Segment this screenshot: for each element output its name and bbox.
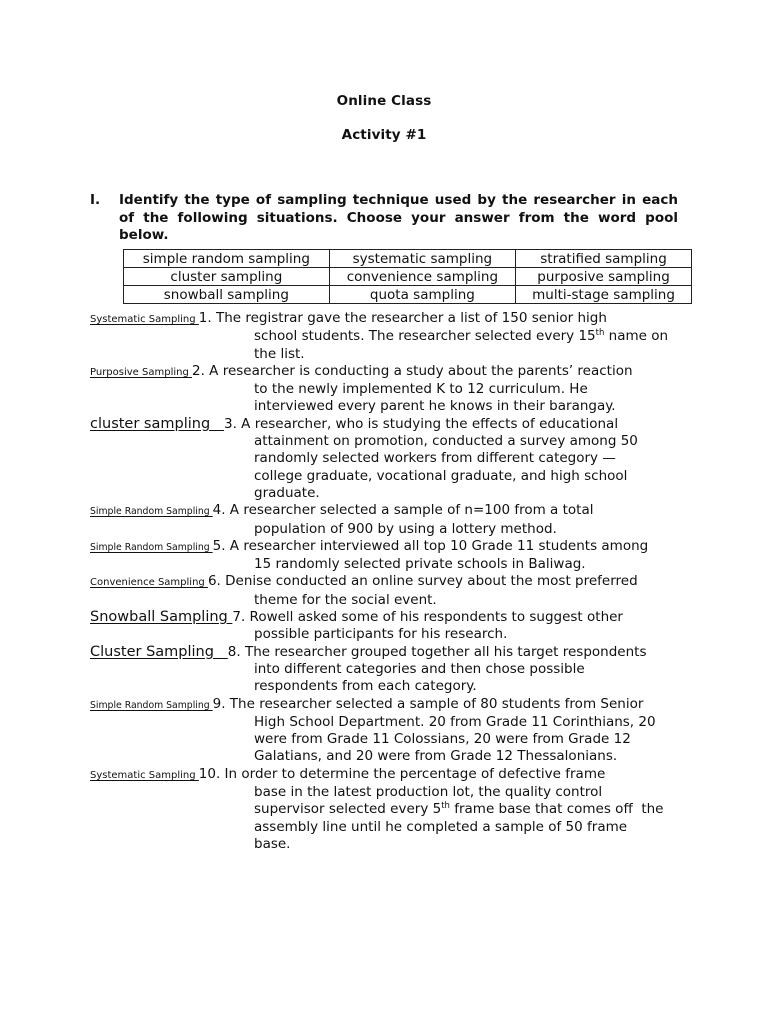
question-item [90,538,690,574]
question-text: supervisor selected every 5 [254,801,442,818]
question-text-line: High School Department. 20 from Grade 11 Corinthians, 20 [254,713,656,730]
question-item [90,766,690,853]
question-item [90,363,690,416]
question-text: name on [604,328,669,345]
question-item [90,644,690,696]
question-text-line [90,328,690,345]
question-text: Denise conducted an online survey about the most preferred [220,573,638,590]
question-text-line: assembly line until he completed a sample of 50 frame [254,818,628,835]
question-number: 4. [212,502,226,519]
question-text-line: randomly selected workers from different category — [254,450,616,467]
question-text-line: to the newly implemented K to 12 curriculum. He [254,381,588,398]
table-cell: snowball sampling [124,286,330,304]
question-text-line: 15 randomly selected private schools in Baliwag. [254,556,586,573]
question-number: 1. [198,310,212,326]
question-item [90,310,690,363]
question-text-line: theme for the social event. [254,591,437,608]
question-text: A researcher is conducting a study about the parents’ reaction [204,362,633,379]
table-row [124,286,692,304]
superscript: th [441,801,450,812]
answer-text: Snowball Sampling [90,609,233,626]
question-text: The researcher selected a sample of 80 students from Senior [225,695,644,712]
table-cell: systematic sampling [329,250,515,268]
question-item [90,696,690,766]
answer-text: Purposive Sampling [90,366,192,378]
question-number: 10. [198,765,221,782]
question-number: 6. [207,573,221,590]
question-item [90,573,690,609]
question-text-line: the list. [254,345,305,362]
answer-text: Simple Random Sampling [90,506,213,518]
answer-text: Simple Random Sampling [90,699,213,711]
question-number: 8. [227,643,241,660]
question-text-line: were from Grade 11 Colossians, 20 were from Grade 12 [254,731,631,748]
question-number: 3. [223,415,237,432]
page-subtitle: Activity #1 [341,127,427,143]
question-text-line: base. [254,835,291,852]
question-item [90,416,690,502]
question-text: The registrar gave the researcher a list of 150 senior high [211,310,607,326]
question-text-line: attainment on promotion, conducted a survey among 50 [254,433,638,450]
table-cell: quota sampling [329,286,515,304]
question-text: school students. The researcher selected every 15 [254,328,596,345]
answer-text: cluster sampling [90,415,224,432]
answer-text: Simple Random Sampling [90,541,213,553]
question-text-line: population of 900 by using a lottery method. [254,520,557,537]
question-text: A researcher selected a sample of n=100 from a total [225,502,594,519]
question-number: 7. [232,609,246,626]
page-title: Online Class [336,93,432,109]
question-text-line: possible participants for his research. [254,626,508,643]
question-text: A researcher, who is studying the effects of educational [236,415,619,432]
table-cell: cluster sampling [124,268,330,286]
question-text-line: graduate. [254,484,320,501]
table-row [124,250,692,268]
question-list [90,310,690,853]
question-text-line: interviewed every parent he knows in their barangay. [254,398,616,415]
question-number: 5. [212,537,226,554]
question-item [90,502,690,538]
table-row [124,268,692,286]
answer-text: Systematic Sampling [90,769,199,781]
answer-text: Systematic Sampling [90,314,199,325]
question-text: In order to determine the percentage of defective frame [220,765,606,782]
answer-text: Convenience Sampling [90,577,208,589]
question-text-line: respondents from each category. [254,678,477,695]
question-text-line: Galatians, and 20 were from Grade 12 Thessalonians. [254,748,618,765]
question-text: The researcher grouped together all his target respondents [240,643,647,660]
question-number: 2. [192,362,205,379]
question-text: Rowell asked some of his respondents to suggest other [245,609,623,626]
table-cell: simple random sampling [124,250,330,268]
question-text: A researcher interviewed all top 10 Grade 11 students among [225,537,649,554]
table-cell: convenience sampling [329,268,515,286]
word-pool-table [123,249,692,304]
question-item [90,609,690,644]
instruction-number: I. [90,192,101,208]
answer-text: Cluster Sampling [90,643,228,660]
table-cell: stratified sampling [516,250,692,268]
question-text-line: base in the latest production lot, the quality control [254,784,603,801]
question-text-line [90,801,690,818]
question-text-line: into different categories and then chose possible [254,660,585,677]
question-text: frame base that comes off the [449,801,664,818]
question-number: 9. [212,695,226,712]
table-cell: purposive sampling [516,268,692,286]
instruction-text: Identify the type of sampling technique used by the researcher in each of the following situations. Choose your answer from the word pool below. [119,192,678,243]
table-cell: multi-stage sampling [516,286,692,304]
question-text-line: college graduate, vocational graduate, and high school [254,467,628,484]
superscript: th [595,328,605,339]
